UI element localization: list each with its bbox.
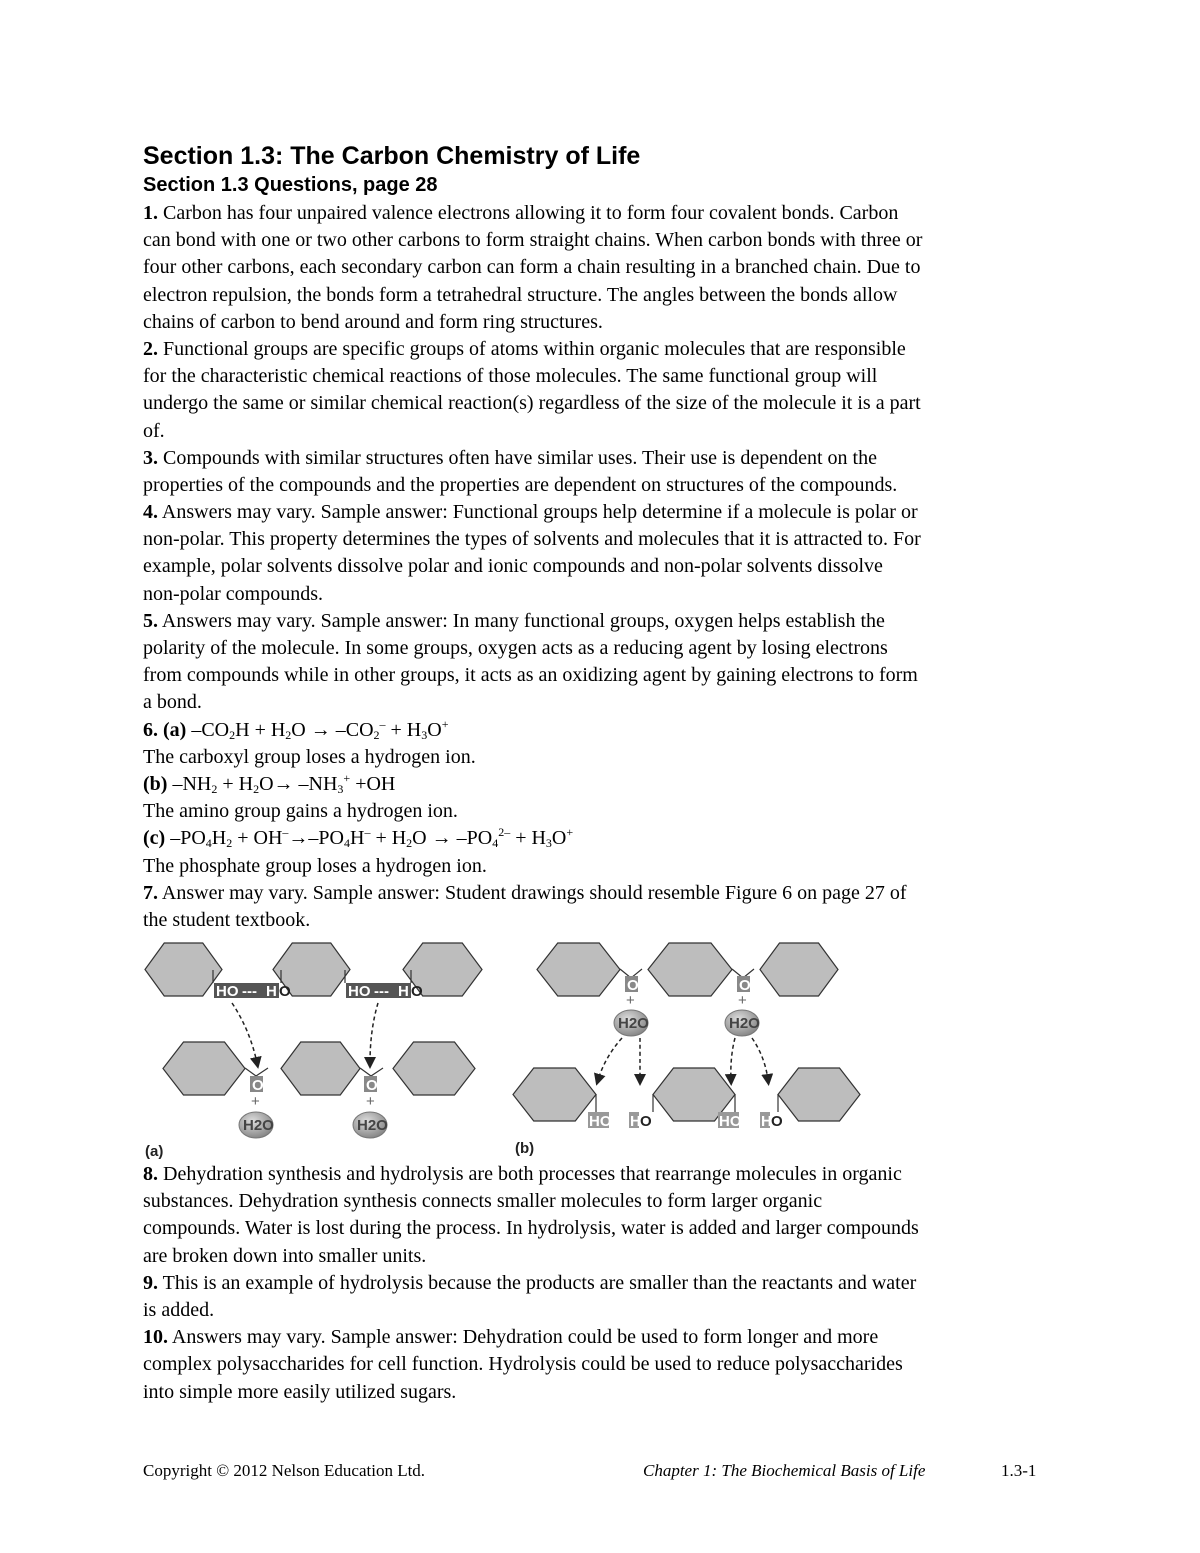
- sugar-ring-hexagon: [537, 943, 620, 996]
- plus-sign: +: [738, 992, 747, 1009]
- h-label: H: [761, 1113, 772, 1130]
- equation-segment: O → –CO: [291, 718, 374, 741]
- equation-segment: 2: [285, 727, 292, 742]
- copyright: Copyright © 2012 Nelson Education Ltd.: [143, 1461, 426, 1480]
- sugar-ring-hexagon: [163, 1042, 245, 1095]
- answer-line: [143, 418, 922, 445]
- answer-text: Dehydration synthesis and hydrolysis are both processes that rearrange molecules in organic: [163, 1163, 902, 1185]
- question-number: 7.: [143, 881, 158, 904]
- answer-line: [143, 200, 922, 227]
- o-label: O: [627, 977, 639, 994]
- answer-text: compounds. Water is lost during the process. In hydrolysis, water is added and larger compounds: [143, 1217, 919, 1240]
- answer-text: the student textbook.: [143, 908, 311, 931]
- sugar-ring-hexagon: [513, 1068, 596, 1121]
- answer-text: a bond.: [143, 691, 202, 714]
- answer-line: [143, 445, 922, 472]
- equation-segment: 2: [253, 781, 260, 796]
- answer-line: [143, 1351, 919, 1378]
- sugar-ring-hexagon: [145, 943, 222, 996]
- answer-line: [143, 744, 922, 771]
- answer-line: [143, 798, 922, 825]
- answer-text: Answers may vary. Sample answer: Functional groups help determine if a molecule is polar or: [161, 501, 918, 524]
- figure-label-b: (b): [515, 1140, 535, 1157]
- figure-dehydration-hydrolysis: [0, 930, 1200, 1170]
- answer-line: [143, 390, 922, 417]
- equation-segment: +: [441, 716, 449, 731]
- equation-segment: 2: [373, 727, 380, 742]
- answer-line: [143, 1188, 919, 1215]
- answer-line: [143, 254, 922, 281]
- equation-segment: + H: [217, 772, 254, 795]
- question-number: 6. (a): [143, 718, 187, 741]
- answer-text: chains of carbon to bend around and form ring structures.: [143, 310, 603, 333]
- answer-text: electron repulsion, the bonds form a tetrahedral structure. The angles between the bonds allow: [143, 283, 898, 306]
- answer-line: [143, 662, 922, 689]
- answer-text: The carboxyl group loses a hydrogen ion.: [143, 745, 476, 768]
- equation-segment: +OH: [350, 772, 396, 795]
- svg-text:---: ---: [374, 983, 389, 1000]
- answer-text: are broken down into smaller units.: [143, 1244, 427, 1267]
- answers-part-1: [143, 200, 922, 934]
- answer-text: polarity of the molecule. In some groups, oxygen acts as a reducing agent by losing electrons: [143, 637, 888, 659]
- question-number: 8.: [143, 1163, 158, 1185]
- answer-line: [143, 227, 922, 254]
- chapter-title: Chapter 1: The Biochemical Basis of Life: [643, 1461, 926, 1480]
- equation-segment: 2: [226, 836, 233, 851]
- answer-line: [143, 526, 922, 553]
- question-number: (c): [143, 827, 166, 850]
- equation-segment: →–PO: [288, 827, 344, 850]
- water-label: H2O: [243, 1117, 274, 1134]
- equation-segment: O: [551, 827, 567, 850]
- equation-segment: 2: [211, 781, 218, 796]
- water-label: H2O: [357, 1117, 388, 1134]
- answer-text: Functional groups are specific groups of atoms within organic molecules that are responsible: [163, 337, 906, 360]
- equation-segment: 3: [337, 781, 344, 796]
- equation-segment: –NH: [167, 772, 212, 795]
- o-label: O: [366, 1077, 378, 1094]
- answer-line: [143, 363, 922, 390]
- ho-label: HO: [216, 983, 239, 1000]
- equation-segment: 4: [205, 836, 212, 851]
- equation-segment: +: [343, 770, 351, 785]
- answer-line: [143, 282, 922, 309]
- sugar-ring-hexagon: [648, 943, 732, 996]
- answer-text: substances. Dehydration synthesis connects smaller molecules to form larger organic: [143, 1190, 823, 1213]
- answer-line: [143, 1297, 919, 1324]
- question-number: 1.: [143, 202, 158, 224]
- h-label: H: [630, 1113, 641, 1130]
- answer-line: [143, 1324, 919, 1351]
- answer-text: can bond with one or two other carbons to form straight chains. When carbon bonds with three or: [143, 229, 923, 252]
- equation-segment: 3: [421, 727, 428, 742]
- equation-segment: O → –PO: [412, 827, 493, 850]
- question-number: 9.: [143, 1271, 158, 1294]
- answer-text: from compounds while in other groups, it acts as an oxidizing agent by gaining electrons to form: [143, 664, 918, 687]
- answer-line: [143, 853, 922, 880]
- answer-text: non-polar compounds.: [143, 582, 323, 605]
- equation-segment: 4: [492, 836, 499, 851]
- equation-segment: –PO: [165, 827, 206, 850]
- o-label: O: [252, 1077, 264, 1094]
- section-subtitle: Section 1.3 Questions, page 28: [143, 174, 438, 196]
- answers-part-2: [143, 1161, 919, 1406]
- equation-segment: +: [566, 825, 574, 840]
- equation-segment: + H: [510, 827, 546, 850]
- o-label: O: [771, 1113, 783, 1130]
- equation-segment: –: [379, 716, 386, 731]
- ho-label: HO: [589, 1113, 612, 1130]
- answer-line: [143, 880, 922, 907]
- equation-segment: + H: [385, 718, 422, 741]
- answer-text: of.: [143, 419, 165, 442]
- answer-text: for the characteristic chemical reactions of those molecules. The same functional group will: [143, 365, 878, 388]
- answer-text: undergo the same or similar chemical reaction(s) regardless of the size of the molecule it is a part: [143, 392, 921, 415]
- answer-line: [143, 581, 922, 608]
- answer-line: [143, 1379, 919, 1406]
- equation-segment: –CO: [186, 718, 230, 741]
- answer-text: The amino group gains a hydrogen ion.: [143, 800, 458, 823]
- plus-sign: +: [251, 1093, 260, 1110]
- answer-text: into simple more easily utilized sugars.: [143, 1380, 457, 1403]
- page-title: Section 1.3: The Carbon Chemistry of Life: [143, 142, 641, 170]
- svg-text:---: ---: [242, 983, 257, 1000]
- answer-line: [143, 309, 922, 336]
- equation-segment: H: [211, 827, 227, 850]
- answer-text: four other carbons, each secondary carbon can form a chain resulting in a branched chain. Due to: [143, 256, 921, 279]
- equation-segment: –: [364, 825, 371, 840]
- answer-line: [143, 635, 922, 662]
- equation-segment: + H: [370, 827, 407, 850]
- answer-line: [143, 1215, 919, 1242]
- answer-line: [143, 472, 922, 499]
- sugar-ring-hexagon: [393, 1042, 475, 1095]
- equation-segment: + OH: [232, 827, 283, 850]
- answer-text: example, polar solvents dissolve polar and ionic compounds and non-polar solvents dissolve: [143, 555, 883, 578]
- question-number: 3.: [143, 446, 158, 469]
- o-label: O: [411, 983, 423, 1000]
- answer-line: [143, 336, 922, 363]
- answer-text: Answer may vary. Sample answer: Student drawings should resemble Figure 6 on page 27 of: [161, 881, 907, 904]
- sugar-ring-hexagon: [760, 943, 838, 996]
- question-number: 5.: [143, 609, 158, 632]
- sugar-ring-hexagon: [281, 1042, 360, 1095]
- o-label: O: [279, 983, 291, 1000]
- water-label: H2O: [618, 1015, 649, 1032]
- equation-segment: 2: [406, 836, 413, 851]
- equation-segment: 2–: [498, 825, 511, 840]
- equation-segment: 3: [545, 836, 552, 851]
- page-number: 1.3-1: [1001, 1461, 1037, 1480]
- o-label: O: [739, 977, 751, 994]
- answer-text: is added.: [143, 1298, 215, 1321]
- equation-segment: O: [427, 718, 442, 741]
- answer-line: [143, 689, 922, 716]
- equation-line: [143, 771, 922, 798]
- ho-label: HO: [719, 1113, 742, 1130]
- answer-text: Compounds with similar structures often have similar uses. Their use is dependent on the: [163, 446, 877, 469]
- h-label: H: [266, 983, 277, 1000]
- answer-text: Carbon has four unpaired valence electrons allowing it to form four covalent bonds. Carbon: [163, 202, 899, 224]
- answer-text: non-polar. This property determines the types of solvents and molecules that it is attracted to. For: [143, 528, 921, 551]
- equation-line: [143, 825, 922, 852]
- answer-text: properties of the compounds and the properties are dependent on structures of the compounds.: [143, 473, 898, 496]
- question-number: 10.: [143, 1326, 168, 1349]
- sugar-ring-hexagon: [778, 1068, 860, 1121]
- question-number: (b): [143, 772, 168, 795]
- h-label: H: [398, 983, 409, 1000]
- answer-text: Answers may vary. Sample answer: In many functional groups, oxygen helps establish the: [161, 609, 885, 632]
- answer-line: [143, 608, 922, 635]
- equation-segment: H + H: [235, 718, 286, 741]
- equation-segment: H: [349, 827, 365, 850]
- equation-line: [143, 717, 922, 744]
- answer-text: complex polysaccharides for cell function. Hydrolysis could be used to reduce polysaccharides: [143, 1353, 903, 1376]
- answer-line: [143, 499, 922, 526]
- equation-segment: –: [282, 825, 289, 840]
- answer-line: [143, 1243, 919, 1270]
- plus-sign: +: [626, 992, 635, 1009]
- answer-text: Answers may vary. Sample answer: Dehydration could be used to form longer and more: [171, 1326, 879, 1349]
- question-number: 4.: [143, 501, 158, 524]
- o-label: O: [640, 1113, 652, 1130]
- answer-line: [143, 1270, 919, 1297]
- ho-label: HO: [348, 983, 371, 1000]
- answer-line: [143, 553, 922, 580]
- plus-sign: +: [366, 1093, 375, 1110]
- equation-segment: 2: [229, 727, 236, 742]
- equation-segment: O→ –NH: [259, 772, 338, 795]
- answer-line: [143, 1161, 919, 1188]
- water-label: H2O: [729, 1015, 760, 1032]
- question-number: 2.: [143, 337, 158, 360]
- figure-label-a: (a): [145, 1143, 164, 1160]
- answer-text: The phosphate group loses a hydrogen ion.: [143, 854, 487, 877]
- equation-segment: 4: [343, 836, 350, 851]
- answer-text: This is an example of hydrolysis because the products are smaller than the reactants and water: [162, 1271, 917, 1294]
